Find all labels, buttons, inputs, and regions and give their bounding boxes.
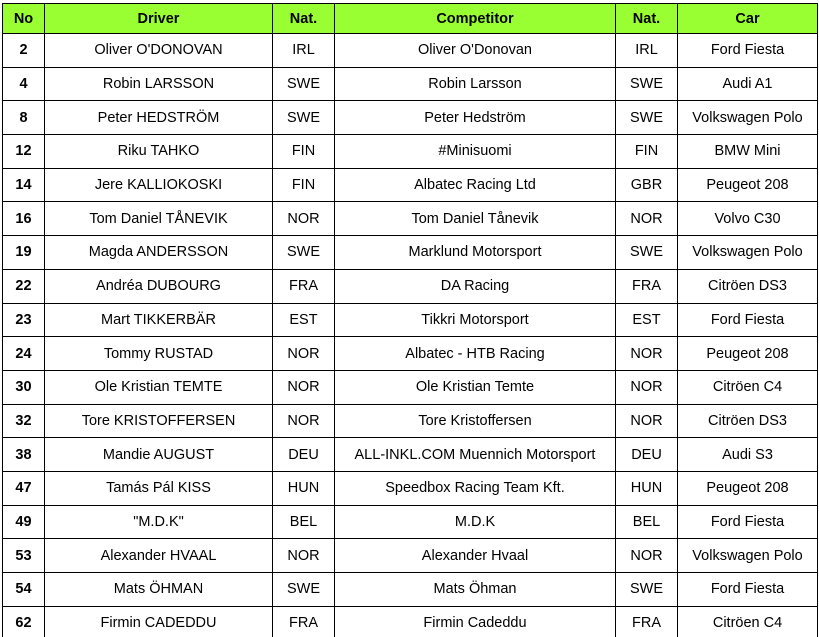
cell-driver-nationality: FIN <box>273 135 335 169</box>
cell-competitor: Peter Hedström <box>335 101 616 135</box>
cell-driver-nationality: SWE <box>273 67 335 101</box>
cell-competitor-nationality: FRA <box>616 606 678 637</box>
cell-driver-nationality: EST <box>273 303 335 337</box>
cell-no: 4 <box>3 67 45 101</box>
table-row <box>3 101 818 135</box>
cell-driver: "M.D.K" <box>45 505 273 539</box>
cell-competitor: Firmin Cadeddu <box>335 606 616 637</box>
cell-car: Citröen DS3 <box>678 269 818 303</box>
cell-competitor-nationality: NOR <box>616 202 678 236</box>
cell-driver: Riku TAHKO <box>45 135 273 169</box>
cell-competitor: Mats Öhman <box>335 573 616 607</box>
cell-no: 32 <box>3 404 45 438</box>
table-row <box>3 168 818 202</box>
table-row <box>3 606 818 637</box>
table-row <box>3 337 818 371</box>
cell-driver: Andréa DUBOURG <box>45 269 273 303</box>
cell-driver: Tom Daniel TÅNEVIK <box>45 202 273 236</box>
cell-driver: Mandie AUGUST <box>45 438 273 472</box>
cell-car: BMW Mini <box>678 135 818 169</box>
cell-driver: Peter HEDSTRÖM <box>45 101 273 135</box>
cell-no: 19 <box>3 236 45 270</box>
cell-driver: Firmin CADEDDU <box>45 606 273 637</box>
cell-competitor-nationality: FRA <box>616 269 678 303</box>
cell-driver: Alexander HVAAL <box>45 539 273 573</box>
cell-driver-nationality: DEU <box>273 438 335 472</box>
cell-no: 30 <box>3 370 45 404</box>
table-row <box>3 370 818 404</box>
cell-driver-nationality: IRL <box>273 34 335 68</box>
cell-no: 24 <box>3 337 45 371</box>
cell-competitor-nationality: HUN <box>616 471 678 505</box>
column-header-competitor: Competitor <box>335 4 616 34</box>
cell-competitor-nationality: EST <box>616 303 678 337</box>
cell-car: Peugeot 208 <box>678 168 818 202</box>
table-row <box>3 438 818 472</box>
table-row <box>3 539 818 573</box>
cell-competitor-nationality: SWE <box>616 236 678 270</box>
cell-no: 53 <box>3 539 45 573</box>
cell-car: Audi S3 <box>678 438 818 472</box>
cell-competitor: Speedbox Racing Team Kft. <box>335 471 616 505</box>
cell-no: 8 <box>3 101 45 135</box>
cell-no: 2 <box>3 34 45 68</box>
cell-competitor: DA Racing <box>335 269 616 303</box>
cell-car: Volvo C30 <box>678 202 818 236</box>
cell-no: 62 <box>3 606 45 637</box>
cell-competitor: Albatec - HTB Racing <box>335 337 616 371</box>
cell-no: 12 <box>3 135 45 169</box>
cell-driver-nationality: FRA <box>273 606 335 637</box>
cell-competitor-nationality: SWE <box>616 573 678 607</box>
cell-competitor-nationality: NOR <box>616 404 678 438</box>
cell-driver-nationality: NOR <box>273 539 335 573</box>
cell-competitor-nationality: NOR <box>616 337 678 371</box>
cell-car: Ford Fiesta <box>678 303 818 337</box>
cell-competitor-nationality: DEU <box>616 438 678 472</box>
cell-driver-nationality: FRA <box>273 269 335 303</box>
cell-driver-nationality: NOR <box>273 337 335 371</box>
header-row <box>3 4 818 34</box>
cell-car: Volkswagen Polo <box>678 101 818 135</box>
table-row <box>3 269 818 303</box>
cell-driver-nationality: NOR <box>273 370 335 404</box>
cell-car: Citröen DS3 <box>678 404 818 438</box>
cell-no: 49 <box>3 505 45 539</box>
cell-driver-nationality: NOR <box>273 202 335 236</box>
cell-competitor: #Minisuomi <box>335 135 616 169</box>
cell-competitor-nationality: SWE <box>616 67 678 101</box>
cell-no: 16 <box>3 202 45 236</box>
column-header-driver: Driver <box>45 4 273 34</box>
cell-driver: Tore KRISTOFFERSEN <box>45 404 273 438</box>
cell-competitor: Tikkri Motorsport <box>335 303 616 337</box>
table-row <box>3 67 818 101</box>
cell-driver: Ole Kristian TEMTE <box>45 370 273 404</box>
cell-car: Peugeot 208 <box>678 471 818 505</box>
cell-no: 38 <box>3 438 45 472</box>
entry-list-table <box>2 3 818 637</box>
cell-competitor: Tore Kristoffersen <box>335 404 616 438</box>
cell-car: Volkswagen Polo <box>678 539 818 573</box>
cell-car: Peugeot 208 <box>678 337 818 371</box>
cell-competitor: Robin Larsson <box>335 67 616 101</box>
table-row <box>3 471 818 505</box>
cell-car: Volkswagen Polo <box>678 236 818 270</box>
cell-driver: Tommy RUSTAD <box>45 337 273 371</box>
cell-competitor-nationality: BEL <box>616 505 678 539</box>
cell-no: 22 <box>3 269 45 303</box>
cell-driver: Magda ANDERSSON <box>45 236 273 270</box>
cell-car: Citröen C4 <box>678 606 818 637</box>
cell-driver: Tamás Pál KISS <box>45 471 273 505</box>
cell-driver-nationality: SWE <box>273 236 335 270</box>
table-body <box>3 34 818 637</box>
cell-no: 54 <box>3 573 45 607</box>
cell-competitor-nationality: NOR <box>616 370 678 404</box>
cell-competitor: Alexander Hvaal <box>335 539 616 573</box>
column-header-driver-nationality: Nat. <box>273 4 335 34</box>
cell-competitor-nationality: FIN <box>616 135 678 169</box>
cell-no: 47 <box>3 471 45 505</box>
cell-driver-nationality: SWE <box>273 101 335 135</box>
cell-driver: Jere KALLIOKOSKI <box>45 168 273 202</box>
cell-competitor: Ole Kristian Temte <box>335 370 616 404</box>
table-row <box>3 573 818 607</box>
cell-driver-nationality: FIN <box>273 168 335 202</box>
cell-driver: Oliver O'DONOVAN <box>45 34 273 68</box>
cell-competitor: ALL-INKL.COM Muennich Motorsport <box>335 438 616 472</box>
cell-driver: Mart TIKKERBÄR <box>45 303 273 337</box>
column-header-car: Car <box>678 4 818 34</box>
cell-car: Ford Fiesta <box>678 573 818 607</box>
cell-competitor-nationality: NOR <box>616 539 678 573</box>
cell-driver-nationality: SWE <box>273 573 335 607</box>
cell-competitor: Marklund Motorsport <box>335 236 616 270</box>
cell-no: 14 <box>3 168 45 202</box>
cell-driver-nationality: HUN <box>273 471 335 505</box>
cell-driver-nationality: BEL <box>273 505 335 539</box>
cell-competitor-nationality: SWE <box>616 101 678 135</box>
table-row <box>3 303 818 337</box>
table-row <box>3 202 818 236</box>
cell-car: Citröen C4 <box>678 370 818 404</box>
table-row <box>3 135 818 169</box>
cell-car: Audi A1 <box>678 67 818 101</box>
cell-car: Ford Fiesta <box>678 34 818 68</box>
cell-driver: Mats ÖHMAN <box>45 573 273 607</box>
table-row <box>3 236 818 270</box>
cell-car: Ford Fiesta <box>678 505 818 539</box>
cell-driver: Robin LARSSON <box>45 67 273 101</box>
column-header-no: No <box>3 4 45 34</box>
cell-competitor: Oliver O'Donovan <box>335 34 616 68</box>
table-row <box>3 34 818 68</box>
cell-competitor: Tom Daniel Tånevik <box>335 202 616 236</box>
cell-competitor: Albatec Racing Ltd <box>335 168 616 202</box>
column-header-competitor-nationality: Nat. <box>616 4 678 34</box>
table-row <box>3 505 818 539</box>
table-row <box>3 404 818 438</box>
table-header <box>3 4 818 34</box>
cell-competitor-nationality: GBR <box>616 168 678 202</box>
cell-competitor-nationality: IRL <box>616 34 678 68</box>
cell-competitor: M.D.K <box>335 505 616 539</box>
cell-no: 23 <box>3 303 45 337</box>
cell-driver-nationality: NOR <box>273 404 335 438</box>
